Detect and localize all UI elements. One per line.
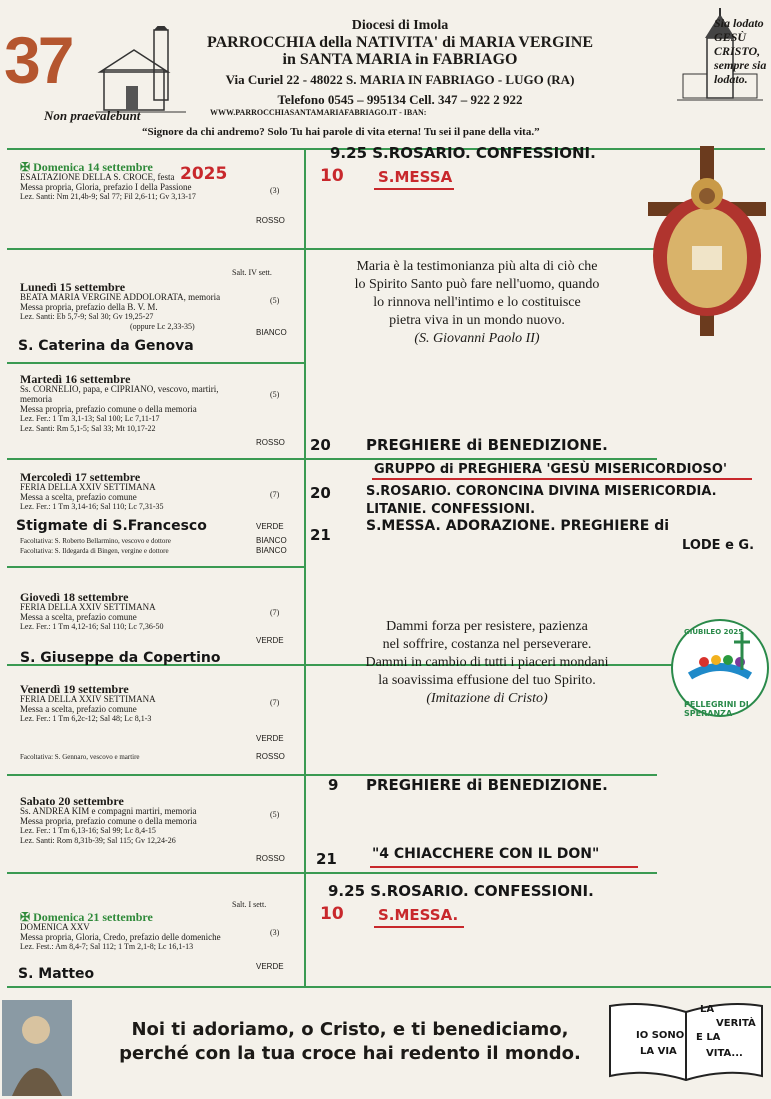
readings: Lez. Fer.: 1 Tm 3,1-13; Sal 100; Lc 7,11-17 <box>20 414 160 423</box>
handwritten-time: 20 <box>310 436 331 454</box>
quote-author: (Imitazione di Cristo) <box>426 691 548 706</box>
week-number: (7) <box>270 608 280 617</box>
feast: FERIA DELLA XXIV SETTIMANA <box>20 602 156 612</box>
liturgical-color: VERDE <box>256 522 284 531</box>
readings: Lez. Fer.: 1 Tm 4,12-16; Sal 110; Lc 7,36-50 <box>20 622 164 631</box>
handwritten-note: "4 CHIACCHERE CON IL DON" <box>372 846 600 862</box>
liturgical-color: VERDE <box>256 734 284 743</box>
handwritten-time: 21 <box>316 850 337 868</box>
jubilee-motto: PELLEGRINI DI SPERANZA <box>684 700 749 718</box>
feast: Ss. ANDREA KIM e compagni martiri, memoria <box>20 806 197 816</box>
feast: ESALTAZIONE DELLA S. CROCE, festa <box>20 172 175 182</box>
week-number: (7) <box>270 698 280 707</box>
handwritten-time: 20 <box>310 484 331 502</box>
open-book-icon <box>602 996 770 1086</box>
parish-header <box>190 18 610 117</box>
parish-name-line2: in SANTA MARIA in FABRIAGO <box>282 51 518 68</box>
red-underline <box>372 478 752 480</box>
jubilee-year: GIUBILEO 2025 <box>684 628 744 636</box>
optional-memorial: Facoltativa: S. Gennaro, vescovo e martire <box>20 753 140 761</box>
quote-line: nel soffrire, costanza nel perseverare. <box>382 637 592 652</box>
handwritten-note: LODE e G. <box>682 538 755 553</box>
feast: FERIA DELLA XXIV SETTIMANA <box>20 694 156 704</box>
red-underline <box>374 188 454 190</box>
handwritten-note: S.MESSA <box>378 168 453 186</box>
quote-box <box>314 618 660 708</box>
psalter-week: Salt. IV sett. <box>232 268 272 277</box>
handwritten-saint: S. Giuseppe da Copertino <box>20 650 221 666</box>
quote-line: pietra viva in un mondo nuovo. <box>389 313 565 328</box>
day-title: Mercoledì 17 settembre <box>20 470 141 484</box>
quote-line: la soavissima effusione del tuo Spirito. <box>378 673 596 688</box>
issue-number: 37 <box>4 23 72 97</box>
closing-prayer <box>100 1018 600 1066</box>
readings-alt: Lez. Santi: Rm 5,1-5; Sal 33; Mt 10,17-22 <box>20 424 156 433</box>
quote-box <box>312 258 642 348</box>
mass: Messa propria, prefazio comune o della memoria <box>20 816 197 826</box>
red-underline <box>370 866 638 868</box>
mass: Messa propria, prefazio comune o della memoria <box>20 404 197 414</box>
liturgical-color: BIANCO <box>256 328 287 337</box>
handwritten-time: 21 <box>310 526 331 544</box>
handwritten-saint: S. Caterina da Genova <box>18 338 194 354</box>
quote-line: Dammi forza per resistere, pazienza <box>386 619 588 634</box>
day-title: ✠ Domenica 14 settembre <box>20 160 153 174</box>
week-number: (5) <box>270 390 280 399</box>
mass: Messa a scelta, prefazio comune <box>20 704 137 714</box>
handwritten-note: S.ROSARIO. CORONCINA DIVINA MISERICORDIA. <box>366 484 717 499</box>
day-entry <box>20 162 290 202</box>
week-number: (5) <box>270 296 280 305</box>
book-text: IO SONO <box>636 1030 685 1041</box>
quote-author: (S. Giovanni Paolo II) <box>414 331 540 346</box>
sia-lodato: Sia lodato GESÙ CRISTO, sempre sia lodato. <box>714 16 767 86</box>
church-illustration <box>96 26 186 118</box>
divider <box>7 872 657 874</box>
day-entry <box>20 912 290 952</box>
mass: Messa propria, Gloria, prefazio I della Passione <box>20 182 192 192</box>
handwritten-note: GRUPPO di PREGHIERA 'GESÙ MISERICORDIOSO' <box>374 462 727 477</box>
handwritten-note: S.MESSA. <box>378 906 459 924</box>
feast: FERIA DELLA XXIV SETTIMANA <box>20 482 156 492</box>
day-title: Venerdì 19 settembre <box>20 682 129 696</box>
optional-memorial: Facoltativa: S. Ildegarda di Bingen, vergine e dottore <box>20 547 169 555</box>
book-text: LA <box>700 1004 715 1015</box>
divider <box>7 566 304 568</box>
divider <box>7 458 657 460</box>
day-entry <box>20 374 290 434</box>
readings: Lez. Fer.: 1 Tm 6,13-16; Sal 99; Lc 8,4-15 <box>20 826 156 835</box>
readings: Lez. Fer.: 1 Tm 6,2c-12; Sal 48; Lc 8,1-3 <box>20 714 152 723</box>
day-title: Sabato 20 settembre <box>20 794 124 808</box>
day-title: Lunedì 15 settembre <box>20 280 126 294</box>
day-entry <box>20 592 290 632</box>
prayer-line: Noi ti adoriamo, o Cristo, e ti benediciamo, <box>131 1019 569 1040</box>
day-entry <box>20 472 290 512</box>
column-divider <box>304 148 306 594</box>
column-divider <box>304 594 306 986</box>
psalter-week: Salt. I sett. <box>232 900 267 909</box>
parish-website: WWW.PARROCCHIASANTAMARIAFABRIAGO.IT - IBAN: <box>210 108 427 117</box>
day-entry <box>20 796 290 846</box>
mass: Messa a scelta, prefazio comune <box>20 492 137 502</box>
book-text: E LA <box>696 1032 721 1043</box>
readings-alt: Lez. Santi: Rom 8,31b-39; Sal 115; Gv 12,24-26 <box>20 836 176 845</box>
feast: Ss. CORNELIO, papa, e CIPRIANO, vescovo, martiri, memoria <box>20 384 219 404</box>
handwritten-saint: S. Matteo <box>18 966 95 982</box>
handwritten-note: 9.25 S.ROSARIO. CONFESSIONI. <box>330 144 596 162</box>
handwritten-time: 10 <box>320 166 344 186</box>
parish-address: Via Curiel 22 - 48022 S. MARIA IN FABRIAGO - LUGO (RA) <box>225 72 575 87</box>
readings: Lez. Fest.: Am 8,4-7; Sal 112; 1 Tm 2,1-8; Lc 16,1-13 <box>20 942 194 951</box>
liturgical-color: VERDE <box>256 636 284 645</box>
divider <box>7 986 771 988</box>
readings-alt: (oppure Lc 2,33-35) <box>130 322 195 331</box>
readings: Lez. Santi: Eb 5,7-9; Sal 30; Gv 19,25-27 <box>20 312 154 321</box>
mass: Messa a scelta, prefazio comune <box>20 612 137 622</box>
liturgical-color: ROSSO <box>256 216 285 225</box>
red-underline <box>374 926 464 928</box>
liturgical-color: VERDE <box>256 962 284 971</box>
liturgical-color: BIANCO <box>256 546 287 555</box>
feast: DOMENICA XXV <box>20 922 90 932</box>
liturgical-color: BIANCO <box>256 536 287 545</box>
handwritten-year: 2025 <box>180 164 228 184</box>
saint-francis-image <box>2 1000 72 1096</box>
handwritten-time: 10 <box>320 904 344 924</box>
header-motto: “Signore da chi andremo? Solo Tu hai parole di vita eterna! Tu sei il pane della vita.” <box>142 126 540 138</box>
divider <box>7 248 657 250</box>
feast: BEATA MARIA VERGINE ADDOLORATA, memoria <box>20 292 221 302</box>
handwritten-note: S.MESSA. ADORAZIONE. PREGHIERE di <box>366 518 670 534</box>
day-entry <box>20 684 290 724</box>
quote-line: Dammi in cambio di tutti i piaceri mondani <box>365 655 609 670</box>
readings: Lez. Fer.: 1 Tm 3,14-16; Sal 110; Lc 7,31-35 <box>20 502 164 511</box>
mass: Messa propria, prefazio della B. V. M. <box>20 302 158 312</box>
week-number: (3) <box>270 186 280 195</box>
quote-line: Maria è la testimonianza più alta di ciò che <box>356 259 598 274</box>
crucifix-image <box>648 146 766 336</box>
handwritten-note: LITANIE. CONFESSIONI. <box>366 502 536 517</box>
parish-phone: Telefono 0545 – 995134 Cell. 347 – 922 2 922 <box>277 92 523 107</box>
quote-line: lo Spirito Santo può fare nell'uomo, quando <box>354 277 600 292</box>
quote-line: lo rinnova nell'intimo e lo costituisce <box>373 295 581 310</box>
book-text: VITA... <box>706 1048 743 1059</box>
mass: Messa propria, Gloria, Credo, prefazio delle domeniche <box>20 932 221 942</box>
day-title: Giovedì 18 settembre <box>20 590 129 604</box>
week-number: (5) <box>270 810 280 819</box>
day-title: ✠ Domenica 21 settembre <box>20 910 153 924</box>
book-text: LA VIA <box>640 1046 677 1057</box>
readings: Lez. Santi: Nm 21,4b-9; Sal 77; Fil 2,6-11; Gv 3,13-17 <box>20 192 196 201</box>
liturgical-color: ROSSO <box>256 438 285 447</box>
handwritten-time: 9 <box>328 776 339 794</box>
handwritten-saint: Stigmate di S.Francesco <box>16 518 207 534</box>
week-number: (7) <box>270 490 280 499</box>
week-number: (3) <box>270 928 280 937</box>
non-praevalebunt: Non praevalebunt <box>44 108 141 123</box>
divider <box>7 362 304 364</box>
book-text: VERITÀ <box>716 1018 756 1029</box>
prayer-line: perché con la tua croce hai redento il mondo. <box>119 1043 581 1064</box>
liturgical-color: ROSSO <box>256 752 285 761</box>
optional-memorial: Facoltativa: S. Roberto Bellarmino, vescovo e dottore <box>20 537 171 545</box>
day-entry <box>20 282 290 332</box>
liturgical-color: ROSSO <box>256 854 285 863</box>
diocese: Diocesi di Imola <box>351 18 449 33</box>
day-title: Martedì 16 settembre <box>20 372 131 386</box>
handwritten-note: 9.25 S.ROSARIO. CONFESSIONI. <box>328 882 594 900</box>
handwritten-note: PREGHIERE di BENEDIZIONE. <box>366 776 608 794</box>
handwritten-note: PREGHIERE di BENEDIZIONE. <box>366 436 608 454</box>
parish-name-line1: PARROCCHIA della NATIVITA' di MARIA VERGINE <box>207 34 593 51</box>
